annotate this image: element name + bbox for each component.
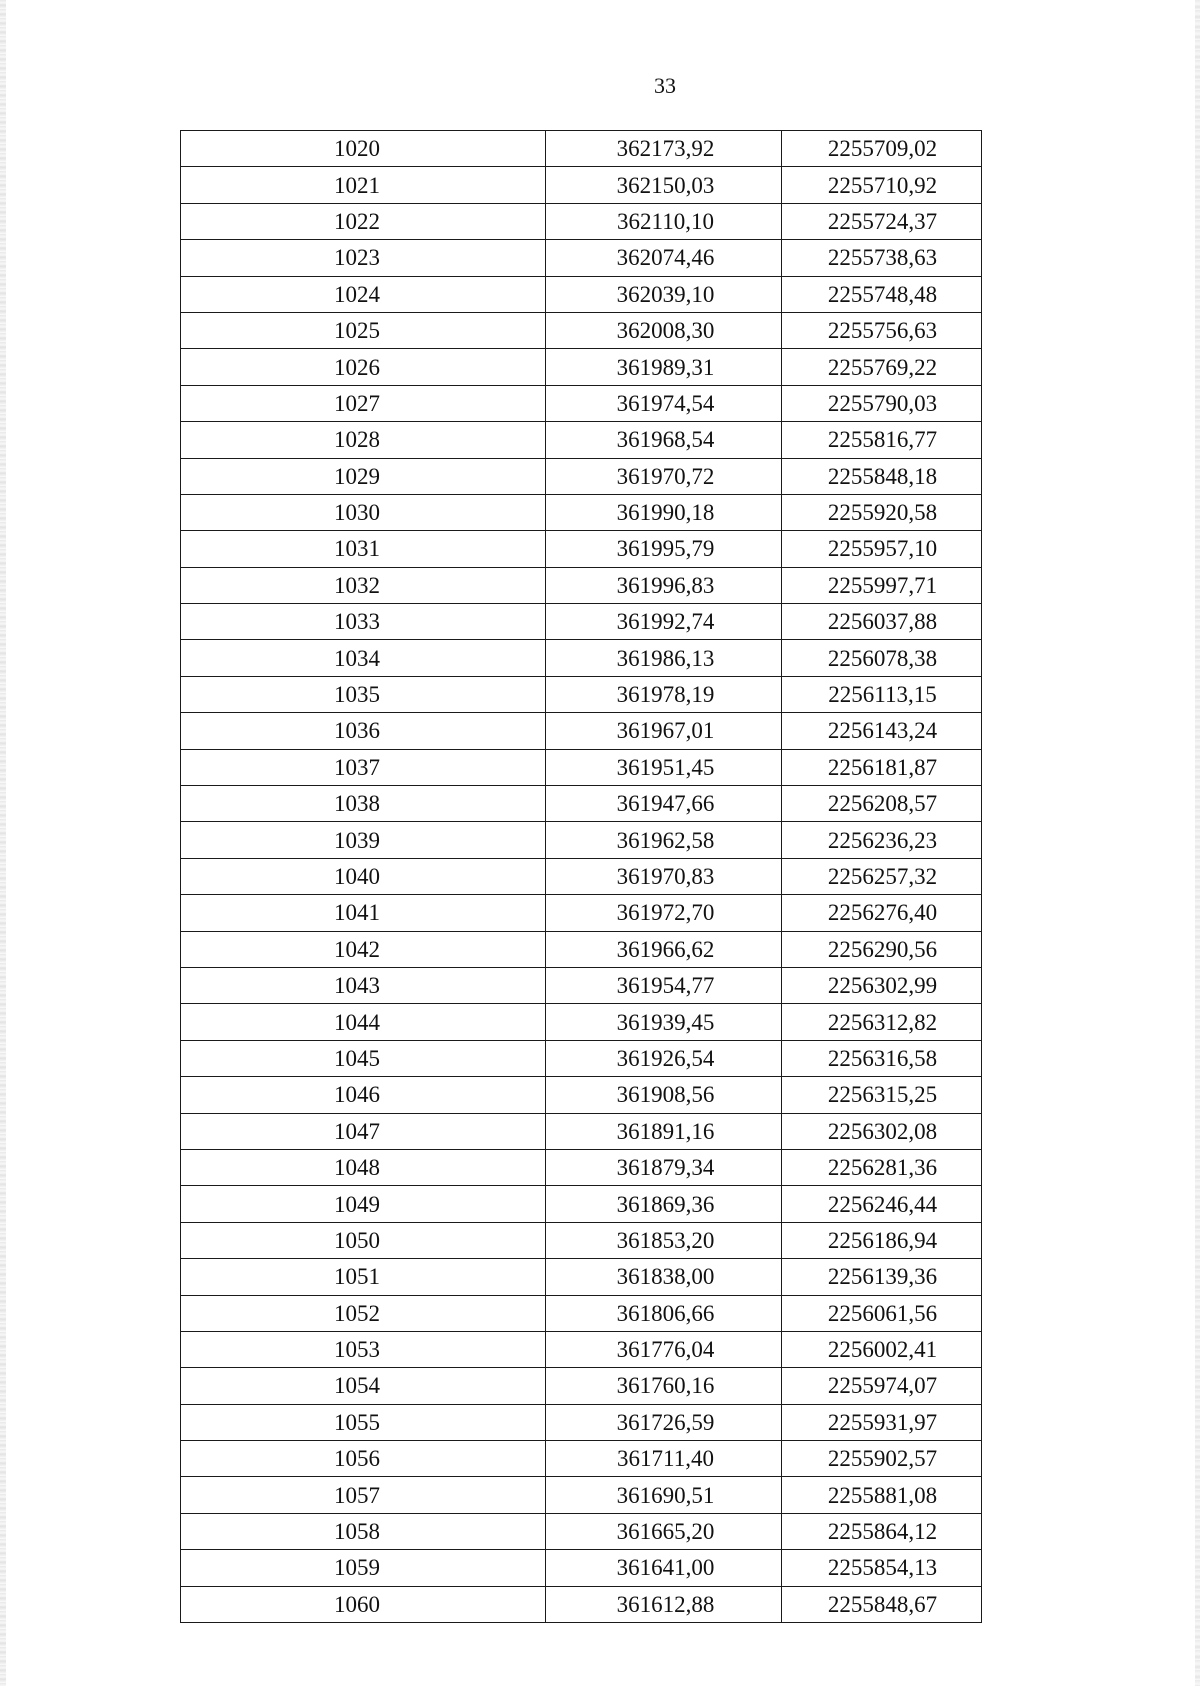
table-row: [181, 858, 982, 894]
y-coordinate-cell: 2256002,41: [782, 1331, 982, 1367]
x-coordinate-cell: 361974,54: [546, 385, 782, 421]
point-number-cell: 1026: [181, 349, 546, 385]
point-number-cell: 1029: [181, 458, 546, 494]
point-number-cell: 1048: [181, 1149, 546, 1185]
point-number-cell: 1053: [181, 1331, 546, 1367]
point-number-cell: 1052: [181, 1295, 546, 1331]
table-row: [181, 1259, 982, 1295]
y-coordinate-cell: 2255756,63: [782, 312, 982, 348]
point-number-cell: 1020: [181, 131, 546, 167]
x-coordinate-cell: 361992,74: [546, 604, 782, 640]
table-row: [181, 131, 982, 167]
y-coordinate-cell: 2256246,44: [782, 1186, 982, 1222]
y-coordinate-cell: 2256315,25: [782, 1077, 982, 1113]
point-number-cell: 1046: [181, 1077, 546, 1113]
point-number-cell: 1041: [181, 895, 546, 931]
y-coordinate-cell: 2255854,13: [782, 1550, 982, 1586]
y-coordinate-cell: 2255902,57: [782, 1441, 982, 1477]
table-row: [181, 1113, 982, 1149]
y-coordinate-cell: 2256302,08: [782, 1113, 982, 1149]
x-coordinate-cell: 361838,00: [546, 1259, 782, 1295]
x-coordinate-cell: 361939,45: [546, 1004, 782, 1040]
x-coordinate-cell: 362150,03: [546, 167, 782, 203]
y-coordinate-cell: 2255790,03: [782, 385, 982, 421]
point-number-cell: 1027: [181, 385, 546, 421]
point-number-cell: 1030: [181, 494, 546, 530]
x-coordinate-cell: 361726,59: [546, 1404, 782, 1440]
point-number-cell: 1042: [181, 931, 546, 967]
table-row: [181, 676, 982, 712]
point-number-cell: 1034: [181, 640, 546, 676]
y-coordinate-cell: 2256181,87: [782, 749, 982, 785]
y-coordinate-cell: 2255816,77: [782, 422, 982, 458]
table-row: [181, 640, 982, 676]
x-coordinate-cell: 361641,00: [546, 1550, 782, 1586]
point-number-cell: 1032: [181, 567, 546, 603]
table-row: [181, 312, 982, 348]
y-coordinate-cell: 2255848,67: [782, 1586, 982, 1622]
table-row: [181, 385, 982, 421]
x-coordinate-cell: 361978,19: [546, 676, 782, 712]
y-coordinate-cell: 2256276,40: [782, 895, 982, 931]
y-coordinate-cell: 2255848,18: [782, 458, 982, 494]
y-coordinate-cell: 2255748,48: [782, 276, 982, 312]
table-row: [181, 349, 982, 385]
y-coordinate-cell: 2256139,36: [782, 1259, 982, 1295]
x-coordinate-cell: 361947,66: [546, 786, 782, 822]
point-number-cell: 1050: [181, 1222, 546, 1258]
point-number-cell: 1024: [181, 276, 546, 312]
y-coordinate-cell: 2256078,38: [782, 640, 982, 676]
x-coordinate-cell: 361926,54: [546, 1040, 782, 1076]
scan-edge-right: [1195, 0, 1200, 1686]
x-coordinate-cell: 361996,83: [546, 567, 782, 603]
x-coordinate-cell: 361612,88: [546, 1586, 782, 1622]
y-coordinate-cell: 2256037,88: [782, 604, 982, 640]
y-coordinate-cell: 2256186,94: [782, 1222, 982, 1258]
x-coordinate-cell: 361690,51: [546, 1477, 782, 1513]
x-coordinate-cell: 361954,77: [546, 967, 782, 1003]
point-number-cell: 1023: [181, 240, 546, 276]
table-row: [181, 494, 982, 530]
table-row: [181, 1222, 982, 1258]
x-coordinate-cell: 361665,20: [546, 1513, 782, 1549]
table-row: [181, 786, 982, 822]
x-coordinate-cell: 361853,20: [546, 1222, 782, 1258]
y-coordinate-cell: 2255769,22: [782, 349, 982, 385]
x-coordinate-cell: 361806,66: [546, 1295, 782, 1331]
point-number-cell: 1057: [181, 1477, 546, 1513]
x-coordinate-cell: 361908,56: [546, 1077, 782, 1113]
x-coordinate-cell: 361986,13: [546, 640, 782, 676]
table-row: [181, 713, 982, 749]
table-row: [181, 1586, 982, 1622]
point-number-cell: 1028: [181, 422, 546, 458]
y-coordinate-cell: 2256290,56: [782, 931, 982, 967]
table-row: [181, 1477, 982, 1513]
point-number-cell: 1056: [181, 1441, 546, 1477]
table-row: [181, 1513, 982, 1549]
y-coordinate-cell: 2255710,92: [782, 167, 982, 203]
point-number-cell: 1043: [181, 967, 546, 1003]
point-number-cell: 1036: [181, 713, 546, 749]
point-number-cell: 1035: [181, 676, 546, 712]
point-number-cell: 1037: [181, 749, 546, 785]
y-coordinate-cell: 2255920,58: [782, 494, 982, 530]
y-coordinate-cell: 2256061,56: [782, 1295, 982, 1331]
table-row: [181, 203, 982, 239]
x-coordinate-cell: 362039,10: [546, 276, 782, 312]
table-row: [181, 1295, 982, 1331]
point-number-cell: 1025: [181, 312, 546, 348]
table-row: [181, 1186, 982, 1222]
x-coordinate-cell: 361970,83: [546, 858, 782, 894]
point-number-cell: 1044: [181, 1004, 546, 1040]
x-coordinate-cell: 362074,46: [546, 240, 782, 276]
coordinates-table-body: [181, 131, 982, 1623]
x-coordinate-cell: 361995,79: [546, 531, 782, 567]
x-coordinate-cell: 361760,16: [546, 1368, 782, 1404]
y-coordinate-cell: 2255957,10: [782, 531, 982, 567]
x-coordinate-cell: 361879,34: [546, 1149, 782, 1185]
table-row: [181, 967, 982, 1003]
page-number: 33: [654, 73, 676, 98]
point-number-cell: 1039: [181, 822, 546, 858]
point-number-cell: 1021: [181, 167, 546, 203]
table-row: [181, 931, 982, 967]
x-coordinate-cell: 362110,10: [546, 203, 782, 239]
y-coordinate-cell: 2256113,15: [782, 676, 982, 712]
table-row: [181, 567, 982, 603]
y-coordinate-cell: 2255881,08: [782, 1477, 982, 1513]
point-number-cell: 1047: [181, 1113, 546, 1149]
y-coordinate-cell: 2255709,02: [782, 131, 982, 167]
x-coordinate-cell: 361990,18: [546, 494, 782, 530]
y-coordinate-cell: 2255738,63: [782, 240, 982, 276]
x-coordinate-cell: 362173,92: [546, 131, 782, 167]
y-coordinate-cell: 2256281,36: [782, 1149, 982, 1185]
table-row: [181, 276, 982, 312]
point-number-cell: 1040: [181, 858, 546, 894]
y-coordinate-cell: 2255931,97: [782, 1404, 982, 1440]
point-number-cell: 1058: [181, 1513, 546, 1549]
x-coordinate-cell: 361967,01: [546, 713, 782, 749]
table-row: [181, 1550, 982, 1586]
point-number-cell: 1045: [181, 1040, 546, 1076]
table-row: [181, 240, 982, 276]
table-row: [181, 604, 982, 640]
table-row: [181, 422, 982, 458]
table-row: [181, 1077, 982, 1113]
x-coordinate-cell: 361711,40: [546, 1441, 782, 1477]
coordinates-table: [180, 130, 982, 1623]
table-row: [181, 1368, 982, 1404]
x-coordinate-cell: 361970,72: [546, 458, 782, 494]
y-coordinate-cell: 2256302,99: [782, 967, 982, 1003]
x-coordinate-cell: 361968,54: [546, 422, 782, 458]
table-row: [181, 822, 982, 858]
y-coordinate-cell: 2256257,32: [782, 858, 982, 894]
point-number-cell: 1059: [181, 1550, 546, 1586]
y-coordinate-cell: 2255724,37: [782, 203, 982, 239]
point-number-cell: 1049: [181, 1186, 546, 1222]
x-coordinate-cell: 361989,31: [546, 349, 782, 385]
table-row: [181, 1149, 982, 1185]
y-coordinate-cell: 2255997,71: [782, 567, 982, 603]
y-coordinate-cell: 2256316,58: [782, 1040, 982, 1076]
y-coordinate-cell: 2256143,24: [782, 713, 982, 749]
y-coordinate-cell: 2256208,57: [782, 786, 982, 822]
x-coordinate-cell: 361891,16: [546, 1113, 782, 1149]
point-number-cell: 1038: [181, 786, 546, 822]
table-row: [181, 167, 982, 203]
x-coordinate-cell: 362008,30: [546, 312, 782, 348]
x-coordinate-cell: 361776,04: [546, 1331, 782, 1367]
table-row: [181, 1331, 982, 1367]
table-row: [181, 458, 982, 494]
point-number-cell: 1054: [181, 1368, 546, 1404]
table-row: [181, 1040, 982, 1076]
y-coordinate-cell: 2255974,07: [782, 1368, 982, 1404]
table-row: [181, 531, 982, 567]
table-row: [181, 1004, 982, 1040]
x-coordinate-cell: 361966,62: [546, 931, 782, 967]
scan-edge-left: [0, 0, 6, 1686]
point-number-cell: 1031: [181, 531, 546, 567]
point-number-cell: 1051: [181, 1259, 546, 1295]
x-coordinate-cell: 361962,58: [546, 822, 782, 858]
table-row: [181, 1404, 982, 1440]
table-row: [181, 1441, 982, 1477]
table-row: [181, 749, 982, 785]
table-row: [181, 895, 982, 931]
y-coordinate-cell: 2256312,82: [782, 1004, 982, 1040]
y-coordinate-cell: 2255864,12: [782, 1513, 982, 1549]
y-coordinate-cell: 2256236,23: [782, 822, 982, 858]
x-coordinate-cell: 361869,36: [546, 1186, 782, 1222]
point-number-cell: 1022: [181, 203, 546, 239]
point-number-cell: 1033: [181, 604, 546, 640]
x-coordinate-cell: 361951,45: [546, 749, 782, 785]
point-number-cell: 1055: [181, 1404, 546, 1440]
point-number-cell: 1060: [181, 1586, 546, 1622]
x-coordinate-cell: 361972,70: [546, 895, 782, 931]
